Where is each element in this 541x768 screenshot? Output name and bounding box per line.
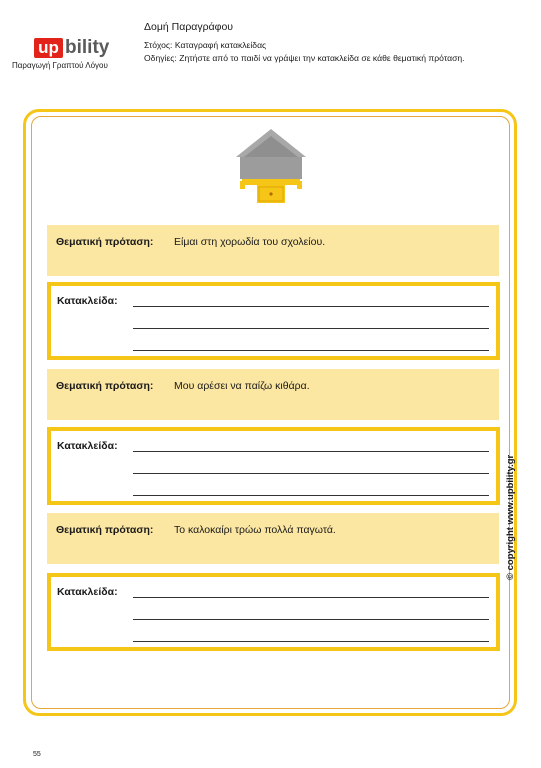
copyright-text: © copyright www.upbility.gr <box>505 454 516 580</box>
conclusion-label: Κατακλείδα: <box>57 440 118 452</box>
conclusion-writing-line[interactable] <box>133 451 489 452</box>
topic-sentence-text: Το καλοκαίρι τρώω πολλά παγωτά. <box>174 524 336 536</box>
topic-sentence-text: Είμαι στη χορωδία του σχολείου. <box>174 236 326 248</box>
conclusion-label: Κατακλείδα: <box>57 295 118 307</box>
upbility-logo <box>34 37 114 59</box>
conclusion-writing-line[interactable] <box>133 597 489 598</box>
conclusion-writing-line[interactable] <box>133 306 489 307</box>
conclusion-box <box>47 427 500 505</box>
conclusion-writing-line[interactable] <box>133 619 489 620</box>
conclusion-writing-line[interactable] <box>133 350 489 351</box>
topic-sentence-box <box>47 225 499 276</box>
logo-up-mark: up <box>34 38 63 58</box>
topic-sentence-label: Θεματική πρόταση: <box>56 380 154 392</box>
conclusion-writing-line[interactable] <box>133 495 489 496</box>
topic-sentence-label: Θεματική πρόταση: <box>56 236 154 248</box>
page-number: 55 <box>33 751 41 758</box>
topic-sentence-box <box>47 513 499 564</box>
goal-text: Στόχος: Καταγραφή κατακλείδας <box>144 40 267 50</box>
topic-sentence-box <box>47 369 499 420</box>
topic-sentence-text: Μου αρέσει να παίζω κιθάρα. <box>174 380 310 392</box>
house-icon <box>236 129 306 205</box>
conclusion-writing-line[interactable] <box>133 473 489 474</box>
conclusion-label: Κατακλείδα: <box>57 586 118 598</box>
page-title: Δομή Παραγράφου <box>144 21 234 33</box>
conclusion-writing-line[interactable] <box>133 328 489 329</box>
conclusion-box <box>47 573 500 651</box>
topic-sentence-label: Θεματική πρόταση: <box>56 524 154 536</box>
logo-subtitle: Παραγωγή Γραπτού Λόγου <box>12 61 108 70</box>
conclusion-writing-line[interactable] <box>133 641 489 642</box>
conclusion-box <box>47 282 500 360</box>
logo-bility-text: bility <box>65 37 110 58</box>
instructions-text: Οδηγίες: Ζητήστε από το παιδί να γράψει την κατακλείδα σε κάθε θεματική πρόταση. <box>144 53 465 63</box>
